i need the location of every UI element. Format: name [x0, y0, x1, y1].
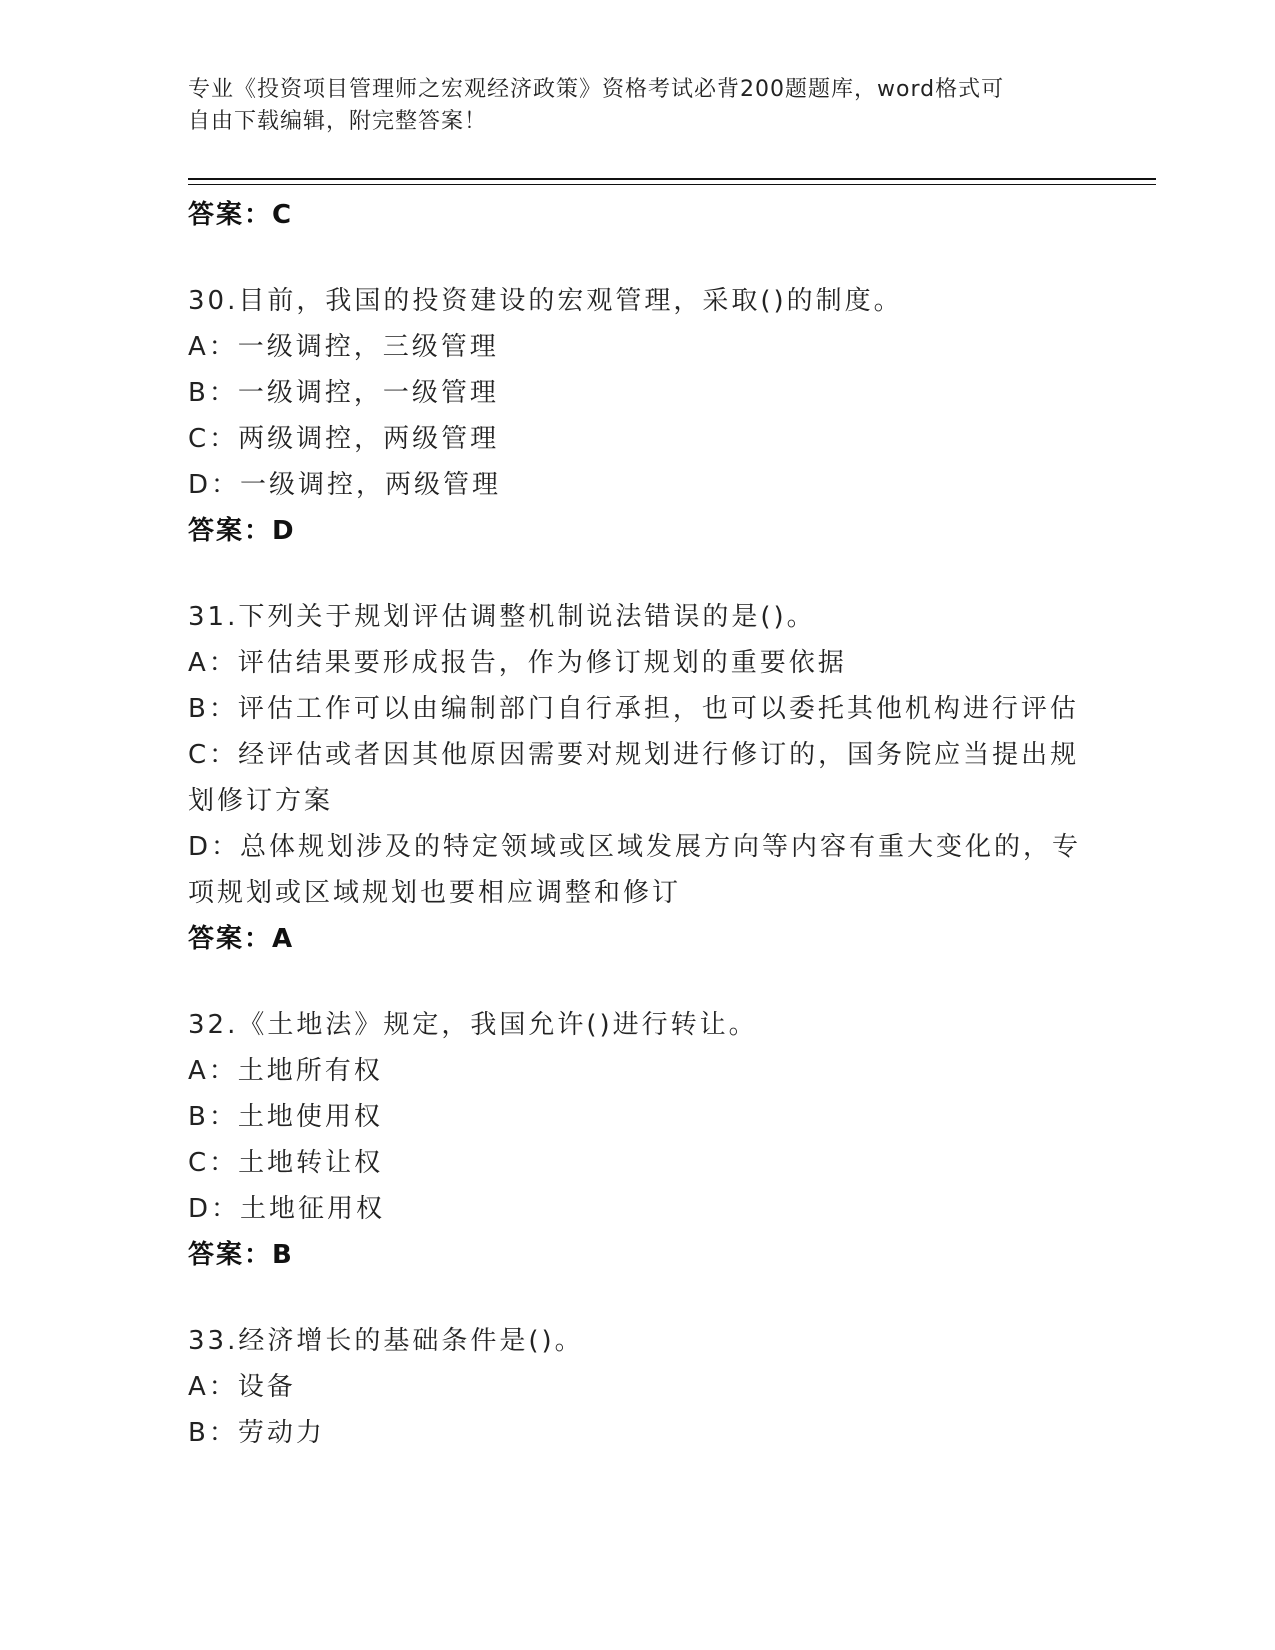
- document-header: [188, 74, 1088, 138]
- question-stem: 31.下列关于规划评估调整机制说法错误的是()。: [188, 602, 816, 632]
- question-33: [188, 1318, 1088, 1456]
- option-d: D：土地征用权: [188, 1194, 386, 1224]
- option-a: A：一级调控，三级管理: [188, 332, 499, 362]
- header-rule-thick: [188, 178, 1156, 180]
- option-c: C：土地转让权: [188, 1148, 384, 1178]
- question-stem: 32.《土地法》规定，我国允许()进行转让。: [188, 1010, 758, 1040]
- option-c: C：经评估或者因其他原因需要对规划进行修订的，国务院应当提出规划修订方案: [188, 740, 1080, 816]
- header-line-2: 自由下载编辑，附完整答案！: [188, 109, 488, 134]
- option-a: A：设备: [188, 1372, 296, 1402]
- question-30: [188, 278, 1088, 554]
- question-stem: 30.目前，我国的投资建设的宏观管理，采取()的制度。: [188, 286, 903, 316]
- answer-line: 答案：C: [188, 200, 294, 230]
- option-a: A：评估结果要形成报告，作为修订规划的重要依据: [188, 648, 847, 678]
- header-rule-thin: [188, 184, 1156, 185]
- option-d: D：总体规划涉及的特定领域或区域发展方向等内容有重大变化的，专项规划或区域规划也要相应调整和修订: [188, 832, 1082, 908]
- document-body: [188, 192, 1088, 1456]
- answer-line: 答案：B: [188, 1240, 294, 1270]
- option-b: B：评估工作可以由编制部门自行承担，也可以委托其他机构进行评估: [188, 694, 1079, 724]
- question-31: [188, 594, 1088, 962]
- answer-line: 答案：D: [188, 516, 296, 546]
- option-b: B：土地使用权: [188, 1102, 383, 1132]
- header-line-1: 专业《投资项目管理师之宏观经济政策》资格考试必背200题题库，word格式可: [188, 77, 1005, 102]
- option-b: B：一级调控，一级管理: [188, 378, 499, 408]
- option-c: C：两级调控，两级管理: [188, 424, 500, 454]
- option-b: B：劳动力: [188, 1418, 325, 1448]
- question-32: [188, 1002, 1088, 1278]
- question-stem: 33.经济增长的基础条件是()。: [188, 1326, 584, 1356]
- option-d: D：一级调控，两级管理: [188, 470, 502, 500]
- answer-line: 答案：A: [188, 924, 295, 954]
- option-a: A：土地所有权: [188, 1056, 383, 1086]
